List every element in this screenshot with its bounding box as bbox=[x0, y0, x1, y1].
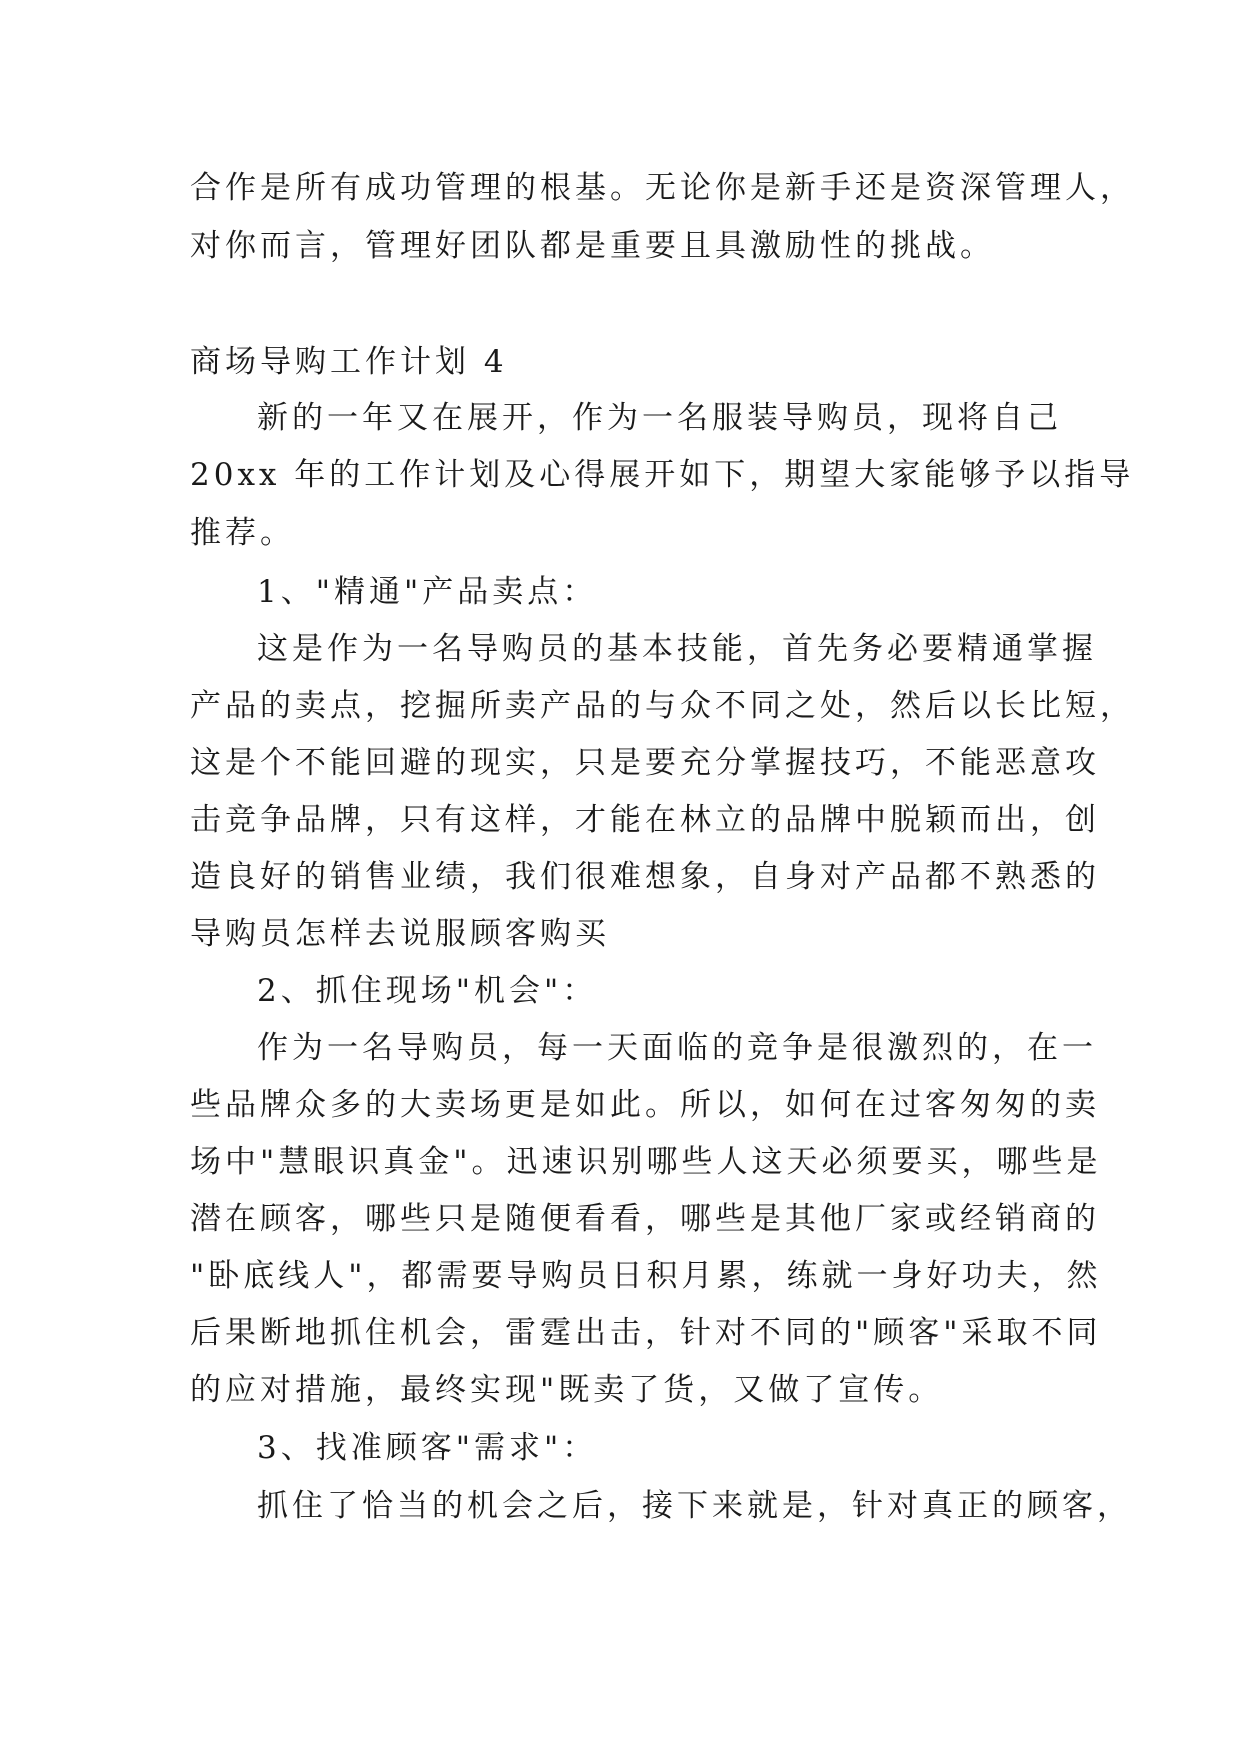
item3-heading: 3、找准顾客"需求"： bbox=[257, 1430, 598, 1466]
item1-line-6: 导购员怎样去说服顾客购买 bbox=[190, 916, 610, 952]
item1-line-1: 这是作为一名导购员的基本技能，首先务必要精通掌握 bbox=[257, 631, 1097, 667]
item2-line-2: 些品牌众多的大卖场更是如此。所以，如何在过客匆匆的卖 bbox=[190, 1087, 1100, 1123]
item1-line-4: 击竞争品牌，只有这样，才能在林立的品牌中脱颖而出，创 bbox=[190, 802, 1100, 838]
item2-line-7: 的应对措施，最终实现"既卖了货，又做了宣传。 bbox=[190, 1372, 944, 1408]
item2-line-5: "卧底线人"，都需要导购员日积月累，练就一身好功夫，然 bbox=[190, 1258, 1102, 1294]
item2-line-6: 后果断地抓住机会，雷霆出击，针对不同的"顾客"采取不同 bbox=[190, 1315, 1102, 1351]
intro-line-1: 合作是所有成功管理的根基。无论你是新手还是资深管理人， bbox=[190, 170, 1135, 206]
intro-line-2: 对你而言，管理好团队都是重要且具激励性的挑战。 bbox=[190, 228, 995, 264]
item1-line-2: 产品的卖点，挖掘所卖产品的与众不同之处，然后以长比短， bbox=[190, 688, 1135, 724]
item2-heading: 2、抓住现场"机会"： bbox=[257, 973, 598, 1009]
opening-line-2: 20xx 年的工作计划及心得展开如下，期望大家能够予以指导 bbox=[190, 457, 1135, 493]
section-title: 商场导购工作计划 4 bbox=[190, 344, 508, 380]
opening-line-1: 新的一年又在展开，作为一名服装导购员，现将自己 bbox=[257, 400, 1062, 436]
item2-line-4: 潜在顾客，哪些只是随便看看，哪些是其他厂家或经销商的 bbox=[190, 1201, 1100, 1237]
item3-line-1: 抓住了恰当的机会之后，接下来就是，针对真正的顾客， bbox=[257, 1488, 1132, 1524]
item1-heading: 1、"精通"产品卖点： bbox=[257, 574, 598, 610]
opening-line-3: 推荐。 bbox=[190, 515, 295, 551]
item2-line-3: 场中"慧眼识真金"。迅速识别哪些人这天必须要买，哪些是 bbox=[190, 1144, 1102, 1180]
item1-line-5: 造良好的销售业绩，我们很难想象，自身对产品都不熟悉的 bbox=[190, 859, 1100, 895]
item1-line-3: 这是个不能回避的现实，只是要充分掌握技巧，不能恶意攻 bbox=[190, 745, 1100, 781]
item2-line-1: 作为一名导购员，每一天面临的竞争是很激烈的，在一 bbox=[257, 1030, 1097, 1066]
